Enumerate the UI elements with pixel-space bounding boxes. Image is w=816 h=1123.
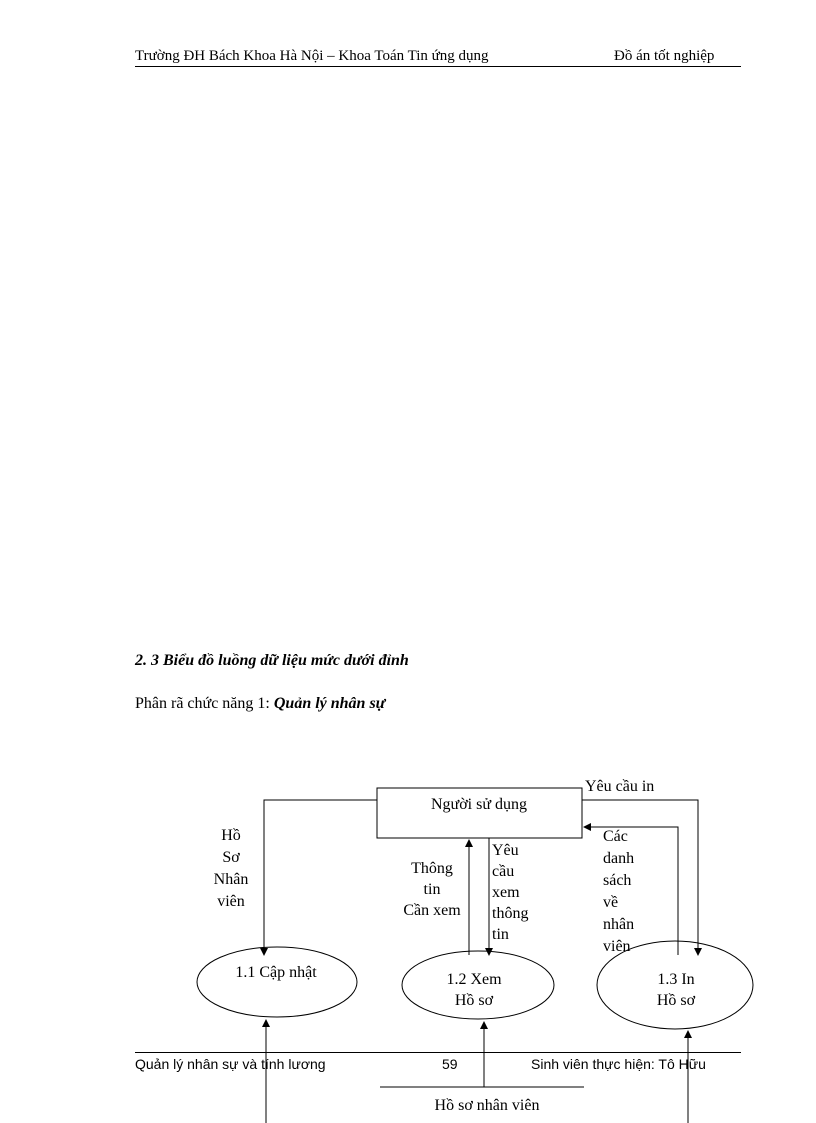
section-heading: 2. 3 Biểu đồ luồng dữ liệu mức dưới đỉnh [135,652,409,669]
flow-lists-l6: viên [603,938,631,955]
flow-profile-l2: Sơ [222,849,240,866]
flow-lists-l4: về [603,894,619,911]
flow-lists-l1: Các [603,828,628,845]
header-school: Trường ĐH Bách Khoa Hà Nội – Khoa Toán Tin ứng dụng [135,48,489,64]
flow-lists-l2: danh [603,850,635,867]
flow-user-to-update [264,800,377,955]
data-store-label: Hồ sơ nhân viên [434,1097,540,1114]
flow-print-request-label: Yêu cầu in [585,778,655,795]
flow-info-l1: Thông [411,860,453,877]
subtitle-emphasis: Quản lý nhân sự [273,695,386,712]
flow-print-to-user [584,827,678,955]
process-print-line1: 1.3 In [657,971,695,988]
flow-lists-l3: sách [603,872,632,889]
flow-request-l1: Yêu [492,842,519,859]
flow-request-l2: cầu [492,863,515,880]
flow-request-l5: tin [492,926,509,943]
footer-rule [135,1052,741,1053]
flow-profile-l3: Nhân [213,871,249,888]
subtitle-prefix: Phân rã chức năng 1: [135,695,270,712]
flow-info-l3: Cần xem [403,902,461,919]
flow-request-l4: thông [492,905,529,922]
flow-lists-l5: nhân [603,916,635,933]
footer-author: Sinh viên thực hiện: Tô Hữu [531,1056,706,1072]
flow-profile-l4: viên [217,893,245,910]
user-box-label: Người sử dụng [430,796,528,813]
flow-request-l3: xem [492,884,520,901]
flow-user-to-print [582,800,698,955]
process-view-line2: Hồ sơ [454,992,494,1009]
flow-info-l2: tin [423,881,441,898]
flow-profile-l1: Hồ [221,827,241,844]
footer-page-number: 59 [442,1056,458,1072]
footer-title: Quản lý nhân sự và tính lương [135,1056,326,1072]
header-doc-type: Đồ án tốt nghiệp [614,48,715,64]
process-update-label: 1.1 Cập nhật [235,964,317,981]
process-view-line1: 1.2 Xem [446,971,502,988]
process-update [197,947,357,1017]
process-print-line2: Hồ sơ [656,992,696,1009]
